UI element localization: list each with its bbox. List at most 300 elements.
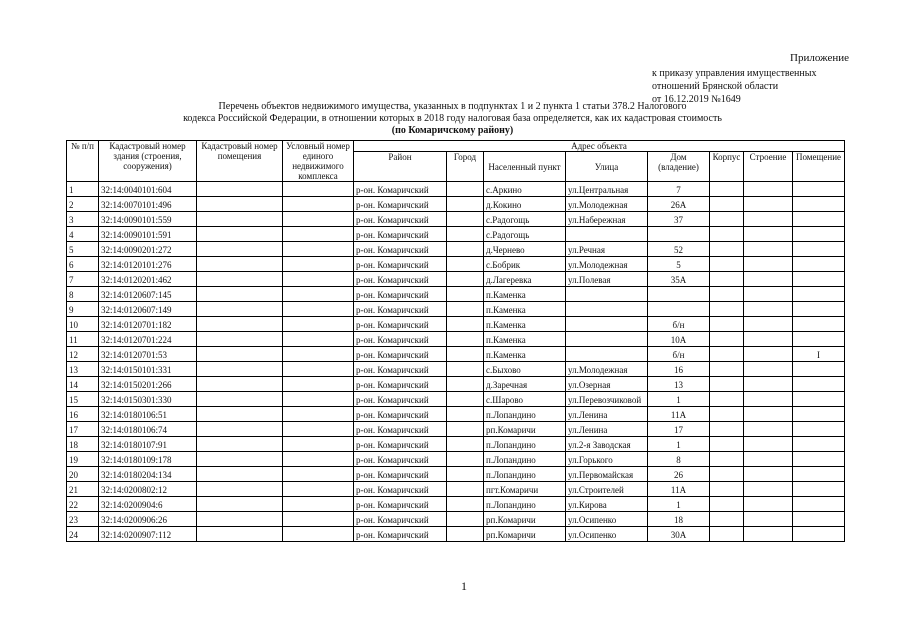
row-number: 12 [67, 347, 99, 362]
settlement-cell: п.Каменка [484, 302, 566, 317]
street-cell [566, 347, 648, 362]
house-cell: 17 [648, 422, 710, 437]
table-row [67, 287, 845, 302]
korpus-cell [710, 287, 744, 302]
settlement-cell: п.Лопандино [484, 437, 566, 452]
district-cell: р-он. Комаричский [354, 362, 447, 377]
conditional-number [283, 227, 354, 242]
stroenie-cell [744, 272, 793, 287]
row-number: 8 [67, 287, 99, 302]
header-settlement: Населенный пункт [484, 152, 566, 182]
district-cell: р-он. Комаричский [354, 512, 447, 527]
district-cell: р-он. Комаричский [354, 272, 447, 287]
header-korpus: Корпус [710, 152, 744, 182]
room-cell [793, 452, 845, 467]
korpus-cell [710, 302, 744, 317]
stroenie-cell [744, 407, 793, 422]
district-cell: р-он. Комаричский [354, 242, 447, 257]
table-row [67, 527, 845, 542]
table-row [67, 242, 845, 257]
table-row [67, 317, 845, 332]
street-cell: ул.Молодежная [566, 362, 648, 377]
stroenie-cell [744, 287, 793, 302]
room-cadastral-number [197, 497, 283, 512]
table-row [67, 197, 845, 212]
district-cell: р-он. Комаричский [354, 197, 447, 212]
header-district: Район [354, 152, 447, 182]
house-cell: 26 [648, 467, 710, 482]
room-cell [793, 257, 845, 272]
room-cadastral-number [197, 422, 283, 437]
header-cad-building: Кадастровый номер здания (строения, сооружения) [99, 141, 197, 182]
city-cell [447, 497, 484, 512]
room-cell [793, 467, 845, 482]
korpus-cell [710, 407, 744, 422]
row-number: 20 [67, 467, 99, 482]
approval-line: отношений Брянской области [652, 81, 779, 92]
city-cell [447, 482, 484, 497]
house-cell: 13 [648, 377, 710, 392]
room-cadastral-number [197, 527, 283, 542]
cadastral-number: 32:14:0090101:559 [99, 212, 197, 227]
city-cell [447, 347, 484, 362]
page-number: 1 [461, 579, 467, 593]
header-house: Дом (владение) [648, 152, 710, 182]
table-row [67, 347, 845, 362]
stroenie-cell [744, 467, 793, 482]
city-cell [447, 332, 484, 347]
room-cell [793, 302, 845, 317]
street-cell: ул.Ленина [566, 422, 648, 437]
district-cell: р-он. Комаричский [354, 407, 447, 422]
house-cell: 18 [648, 512, 710, 527]
stroenie-cell [744, 482, 793, 497]
room-cadastral-number [197, 302, 283, 317]
row-number: 17 [67, 422, 99, 437]
house-cell: 11А [648, 482, 710, 497]
house-cell: 35А [648, 272, 710, 287]
korpus-cell [710, 272, 744, 287]
settlement-cell: п.Каменка [484, 332, 566, 347]
city-cell [447, 197, 484, 212]
house-cell: 7 [648, 182, 710, 197]
district-cell: р-он. Комаричский [354, 287, 447, 302]
city-cell [447, 287, 484, 302]
street-cell [566, 317, 648, 332]
room-cell [793, 437, 845, 452]
room-cadastral-number [197, 467, 283, 482]
table-row [67, 212, 845, 227]
street-cell [566, 302, 648, 317]
korpus-cell [710, 422, 744, 437]
cadastral-number: 32:14:0180109:178 [99, 452, 197, 467]
cadastral-number: 32:14:0090201:272 [99, 242, 197, 257]
settlement-cell: рп.Комаричи [484, 512, 566, 527]
house-cell: 10А [648, 332, 710, 347]
cadastral-number: 32:14:0180106:51 [99, 407, 197, 422]
row-number: 14 [67, 377, 99, 392]
room-cadastral-number [197, 182, 283, 197]
district-cell: р-он. Комаричский [354, 227, 447, 242]
street-cell: ул.Молодежная [566, 197, 648, 212]
korpus-cell [710, 182, 744, 197]
stroenie-cell [744, 302, 793, 317]
stroenie-cell [744, 347, 793, 362]
table-row [67, 482, 845, 497]
row-number: 16 [67, 407, 99, 422]
house-cell: б/н [648, 347, 710, 362]
conditional-number [283, 422, 354, 437]
cadastral-number: 32:14:0150101:331 [99, 362, 197, 377]
district-cell: р-он. Комаричский [354, 392, 447, 407]
appendix-label: Приложение [790, 52, 850, 64]
korpus-cell [710, 317, 744, 332]
district-cell: р-он. Комаричский [354, 482, 447, 497]
settlement-cell: п.Лопандино [484, 497, 566, 512]
city-cell [447, 377, 484, 392]
korpus-cell [710, 212, 744, 227]
street-cell: ул.Строителей [566, 482, 648, 497]
row-number: 13 [67, 362, 99, 377]
settlement-cell: д.Чернево [484, 242, 566, 257]
header-room: Помещение [793, 152, 845, 182]
room-cadastral-number [197, 437, 283, 452]
district-cell: р-он. Комаричский [354, 182, 447, 197]
stroenie-cell [744, 452, 793, 467]
header-cad-room: Кадастровый номер помещения [197, 141, 283, 182]
street-cell: ул.Молодежная [566, 257, 648, 272]
settlement-cell: с.Радогощь [484, 227, 566, 242]
stroenie-cell [744, 437, 793, 452]
conditional-number [283, 317, 354, 332]
district-cell: р-он. Комаричский [354, 212, 447, 227]
cadastral-number: 32:14:0040101:604 [99, 182, 197, 197]
korpus-cell [710, 242, 744, 257]
settlement-cell: с.Радогощь [484, 212, 566, 227]
city-cell [447, 422, 484, 437]
settlement-cell: рп.Комаричи [484, 422, 566, 437]
table-row [67, 452, 845, 467]
row-number: 24 [67, 527, 99, 542]
table-row [67, 512, 845, 527]
city-cell [447, 437, 484, 452]
room-cadastral-number [197, 452, 283, 467]
stroenie-cell [744, 212, 793, 227]
cadastral-number: 32:14:0180107:91 [99, 437, 197, 452]
street-cell: ул.Набережная [566, 212, 648, 227]
city-cell [447, 452, 484, 467]
property-table [66, 140, 845, 542]
stroenie-cell [744, 392, 793, 407]
row-number: 10 [67, 317, 99, 332]
city-cell [447, 392, 484, 407]
conditional-number [283, 197, 354, 212]
stroenie-cell [744, 197, 793, 212]
room-cell [793, 362, 845, 377]
row-number: 23 [67, 512, 99, 527]
room-cadastral-number [197, 407, 283, 422]
cadastral-number: 32:14:0200802:12 [99, 482, 197, 497]
approval-line: к приказу управления имущественных [652, 68, 817, 79]
cadastral-number: 32:14:0180106:74 [99, 422, 197, 437]
house-cell: 11А [648, 407, 710, 422]
room-cadastral-number [197, 347, 283, 362]
table-row [67, 497, 845, 512]
korpus-cell [710, 437, 744, 452]
conditional-number [283, 287, 354, 302]
room-cell [793, 392, 845, 407]
street-cell: ул.Кирова [566, 497, 648, 512]
conditional-number [283, 407, 354, 422]
conditional-number [283, 362, 354, 377]
row-number: 3 [67, 212, 99, 227]
row-number: 22 [67, 497, 99, 512]
row-number: 9 [67, 302, 99, 317]
row-number: 2 [67, 197, 99, 212]
city-cell [447, 467, 484, 482]
cadastral-number: 32:14:0070101:496 [99, 197, 197, 212]
conditional-number [283, 452, 354, 467]
header-cond-num: Условный номер единого недвижимого комплекса [283, 141, 354, 182]
conditional-number [283, 212, 354, 227]
house-cell: 52 [648, 242, 710, 257]
district-cell: р-он. Комаричский [354, 467, 447, 482]
room-cadastral-number [197, 332, 283, 347]
room-cell [793, 182, 845, 197]
room-cell: I [793, 347, 845, 362]
title-subtitle: (по Комаричскому району) [391, 125, 514, 136]
room-cell [793, 227, 845, 242]
stroenie-cell [744, 422, 793, 437]
room-cadastral-number [197, 227, 283, 242]
house-cell: 26А [648, 197, 710, 212]
city-cell [447, 512, 484, 527]
street-cell: ул.Ленина [566, 407, 648, 422]
row-number: 5 [67, 242, 99, 257]
room-cadastral-number [197, 242, 283, 257]
conditional-number [283, 347, 354, 362]
city-cell [447, 212, 484, 227]
korpus-cell [710, 332, 744, 347]
cadastral-number: 32:14:0200907:112 [99, 527, 197, 542]
district-cell: р-он. Комаричский [354, 257, 447, 272]
room-cadastral-number [197, 392, 283, 407]
room-cell [793, 317, 845, 332]
house-cell [648, 302, 710, 317]
house-cell: 1 [648, 437, 710, 452]
district-cell: р-он. Комаричский [354, 302, 447, 317]
house-cell: 1 [648, 497, 710, 512]
settlement-cell: с.Шарово [484, 392, 566, 407]
house-cell: 5 [648, 257, 710, 272]
approval-line: от 16.12.2019 №1649 [652, 94, 741, 105]
district-cell: р-он. Комаричский [354, 497, 447, 512]
conditional-number [283, 182, 354, 197]
room-cell [793, 197, 845, 212]
row-number: 18 [67, 437, 99, 452]
house-cell: б/н [648, 317, 710, 332]
settlement-cell: с.Бобрик [484, 257, 566, 272]
settlement-cell: рп.Комаричи [484, 527, 566, 542]
cadastral-number: 32:14:0090101:591 [99, 227, 197, 242]
conditional-number [283, 512, 354, 527]
settlement-cell: д.Заречная [484, 377, 566, 392]
cadastral-number: 32:14:0120701:224 [99, 332, 197, 347]
row-number: 7 [67, 272, 99, 287]
table-row [67, 182, 845, 197]
room-cadastral-number [197, 257, 283, 272]
room-cadastral-number [197, 377, 283, 392]
conditional-number [283, 437, 354, 452]
city-cell [447, 227, 484, 242]
city-cell [447, 242, 484, 257]
stroenie-cell [744, 182, 793, 197]
room-cell [793, 407, 845, 422]
room-cadastral-number [197, 197, 283, 212]
stroenie-cell [744, 317, 793, 332]
settlement-cell: д.Лагеревка [484, 272, 566, 287]
conditional-number [283, 392, 354, 407]
row-number: 15 [67, 392, 99, 407]
table-row [67, 407, 845, 422]
settlement-cell: пгт.Комаричи [484, 482, 566, 497]
settlement-cell: с.Аркино [484, 182, 566, 197]
city-cell [447, 407, 484, 422]
house-cell [648, 287, 710, 302]
house-cell: 8 [648, 452, 710, 467]
city-cell [447, 362, 484, 377]
table-row [67, 257, 845, 272]
row-number: 6 [67, 257, 99, 272]
house-cell: 30А [648, 527, 710, 542]
city-cell [447, 257, 484, 272]
korpus-cell [710, 347, 744, 362]
conditional-number [283, 377, 354, 392]
room-cell [793, 212, 845, 227]
stroenie-cell [744, 497, 793, 512]
cadastral-number: 32:14:0120701:53 [99, 347, 197, 362]
cadastral-number: 32:14:0120701:182 [99, 317, 197, 332]
room-cadastral-number [197, 212, 283, 227]
stroenie-cell [744, 242, 793, 257]
stroenie-cell [744, 512, 793, 527]
korpus-cell [710, 392, 744, 407]
district-cell: р-он. Комаричский [354, 527, 447, 542]
conditional-number [283, 272, 354, 287]
stroenie-cell [744, 332, 793, 347]
room-cadastral-number [197, 317, 283, 332]
table-row [67, 332, 845, 347]
cadastral-number: 32:14:0120101:276 [99, 257, 197, 272]
conditional-number [283, 332, 354, 347]
header-stroenie: Строение [744, 152, 793, 182]
header-address: Адрес объекта [354, 141, 845, 152]
stroenie-cell [744, 377, 793, 392]
conditional-number [283, 527, 354, 542]
city-cell [447, 272, 484, 287]
room-cell [793, 497, 845, 512]
table-row [67, 437, 845, 452]
street-cell [566, 287, 648, 302]
stroenie-cell [744, 257, 793, 272]
house-cell: 1 [648, 392, 710, 407]
district-cell: р-он. Комаричский [354, 317, 447, 332]
street-cell [566, 227, 648, 242]
district-cell: р-он. Комаричский [354, 347, 447, 362]
room-cell [793, 527, 845, 542]
row-number: 4 [67, 227, 99, 242]
korpus-cell [710, 377, 744, 392]
cadastral-number: 32:14:0200904:6 [99, 497, 197, 512]
settlement-cell: п.Каменка [484, 287, 566, 302]
header-num: № п/п [67, 141, 99, 182]
conditional-number [283, 497, 354, 512]
street-cell: ул.Перевозчиковой [566, 392, 648, 407]
conditional-number [283, 482, 354, 497]
room-cell [793, 332, 845, 347]
street-cell [566, 332, 648, 347]
header-street: Улица [566, 152, 648, 182]
korpus-cell [710, 257, 744, 272]
table-row [67, 392, 845, 407]
city-cell [447, 182, 484, 197]
settlement-cell: п.Лопандино [484, 467, 566, 482]
street-cell: ул.Первомайская [566, 467, 648, 482]
room-cell [793, 512, 845, 527]
korpus-cell [710, 467, 744, 482]
room-cell [793, 482, 845, 497]
row-number: 19 [67, 452, 99, 467]
district-cell: р-он. Комаричский [354, 452, 447, 467]
cadastral-number: 32:14:0120607:145 [99, 287, 197, 302]
room-cadastral-number [197, 482, 283, 497]
table-row [67, 227, 845, 242]
room-cell [793, 377, 845, 392]
korpus-cell [710, 482, 744, 497]
street-cell: ул.Горького [566, 452, 648, 467]
settlement-cell: п.Лопандино [484, 407, 566, 422]
room-cell [793, 422, 845, 437]
korpus-cell [710, 527, 744, 542]
table-row [67, 422, 845, 437]
conditional-number [283, 467, 354, 482]
city-cell [447, 527, 484, 542]
korpus-cell [710, 227, 744, 242]
room-cadastral-number [197, 272, 283, 287]
street-cell: ул.Осипенко [566, 527, 648, 542]
conditional-number [283, 242, 354, 257]
street-cell: ул.Центральная [566, 182, 648, 197]
settlement-cell: п.Каменка [484, 347, 566, 362]
title-line: кодекса Российской Федерации, в отношении которых в 2018 году налоговая база определяется, как их кадастровая стоимость [183, 113, 722, 124]
settlement-cell: с.Быхово [484, 362, 566, 377]
room-cadastral-number [197, 512, 283, 527]
district-cell: р-он. Комаричский [354, 332, 447, 347]
street-cell: ул.Осипенко [566, 512, 648, 527]
cadastral-number: 32:14:0150201:266 [99, 377, 197, 392]
cadastral-number: 32:14:0150301:330 [99, 392, 197, 407]
row-number: 1 [67, 182, 99, 197]
title-line: Перечень объектов недвижимого имущества, указанных в подпунктах 1 и 2 пункта 1 статьи 378.2 Налогового [218, 101, 687, 112]
cadastral-number: 32:14:0200906:26 [99, 512, 197, 527]
street-cell: ул.2-я Заводская [566, 437, 648, 452]
korpus-cell [710, 512, 744, 527]
room-cell [793, 287, 845, 302]
table-row [67, 377, 845, 392]
header-city: Город [447, 152, 484, 182]
stroenie-cell [744, 227, 793, 242]
document-title [0, 101, 905, 137]
